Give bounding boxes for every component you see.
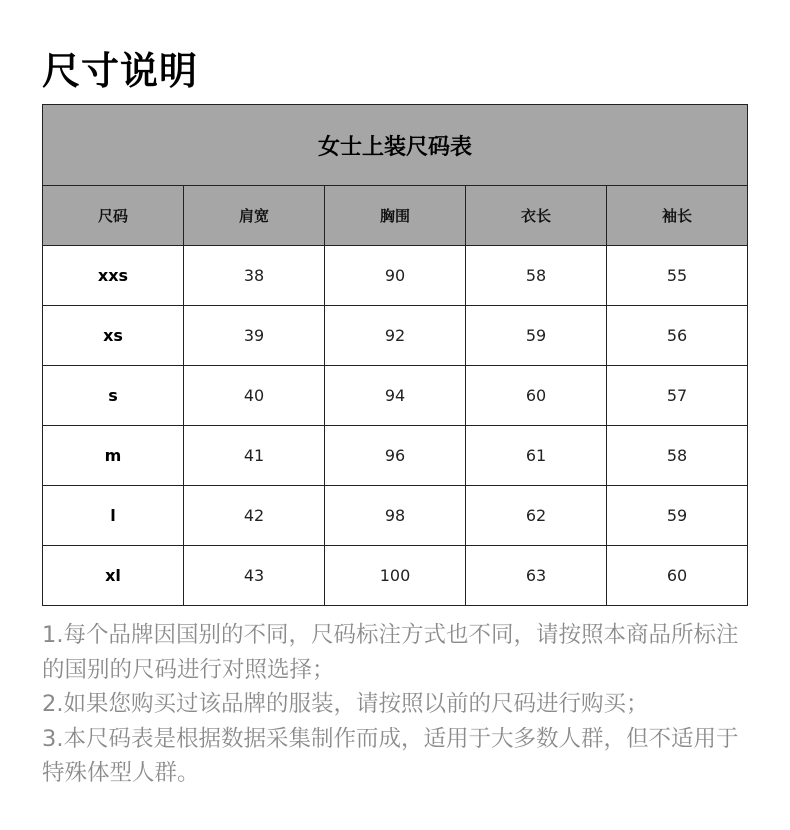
bust-cell: 94 — [325, 366, 466, 426]
column-header-bust: 胸围 — [325, 186, 466, 246]
size-label-cell: xxs — [43, 246, 184, 306]
length-cell: 60 — [466, 366, 607, 426]
sleeve-cell: 58 — [607, 426, 748, 486]
sleeve-cell: 56 — [607, 306, 748, 366]
table-row — [43, 426, 748, 486]
note-item: 2.如果您购买过该品牌的服装，请按照以前的尺码进行购买； — [42, 691, 649, 717]
length-cell: 58 — [466, 246, 607, 306]
size-chart-table — [42, 104, 748, 606]
size-label-cell: xl — [43, 546, 184, 606]
note-item: 1.每个品牌因国别的不同，尺码标注方式也不同，请按照本商品所标注的国别的尺码进行对照选择； — [42, 622, 739, 683]
sleeve-cell: 55 — [607, 246, 748, 306]
bust-cell: 92 — [325, 306, 466, 366]
page-title: 尺寸说明 — [42, 49, 199, 93]
shoulder-cell: 39 — [184, 306, 325, 366]
bust-cell: 90 — [325, 246, 466, 306]
size-label-cell: m — [43, 426, 184, 486]
sleeve-cell: 60 — [607, 546, 748, 606]
table-caption-row — [43, 105, 748, 186]
column-header-sleeve: 袖长 — [607, 186, 748, 246]
bust-cell: 96 — [325, 426, 466, 486]
table-row — [43, 486, 748, 546]
shoulder-cell: 42 — [184, 486, 325, 546]
column-header-length: 衣长 — [466, 186, 607, 246]
sleeve-cell: 57 — [607, 366, 748, 426]
length-cell: 61 — [466, 426, 607, 486]
shoulder-cell: 43 — [184, 546, 325, 606]
table-header-row — [43, 186, 748, 246]
length-cell: 63 — [466, 546, 607, 606]
table-row — [43, 366, 748, 426]
shoulder-cell: 40 — [184, 366, 325, 426]
table-row — [43, 306, 748, 366]
shoulder-cell: 38 — [184, 246, 325, 306]
sleeve-cell: 59 — [607, 486, 748, 546]
length-cell: 62 — [466, 486, 607, 546]
size-label-cell: s — [43, 366, 184, 426]
table-row — [43, 246, 748, 306]
bust-cell: 100 — [325, 546, 466, 606]
size-label-cell: xs — [43, 306, 184, 366]
table-caption: 女士上装尺码表 — [43, 105, 748, 186]
size-label-cell: l — [43, 486, 184, 546]
size-notes — [42, 618, 754, 791]
shoulder-cell: 41 — [184, 426, 325, 486]
column-header-shoulder: 肩宽 — [184, 186, 325, 246]
table-row — [43, 546, 748, 606]
length-cell: 59 — [466, 306, 607, 366]
note-item: 3.本尺码表是根据数据采集制作而成，适用于大多数人群，但不适用于特殊体型人群。 — [42, 725, 739, 786]
column-header-size: 尺码 — [43, 186, 184, 246]
bust-cell: 98 — [325, 486, 466, 546]
